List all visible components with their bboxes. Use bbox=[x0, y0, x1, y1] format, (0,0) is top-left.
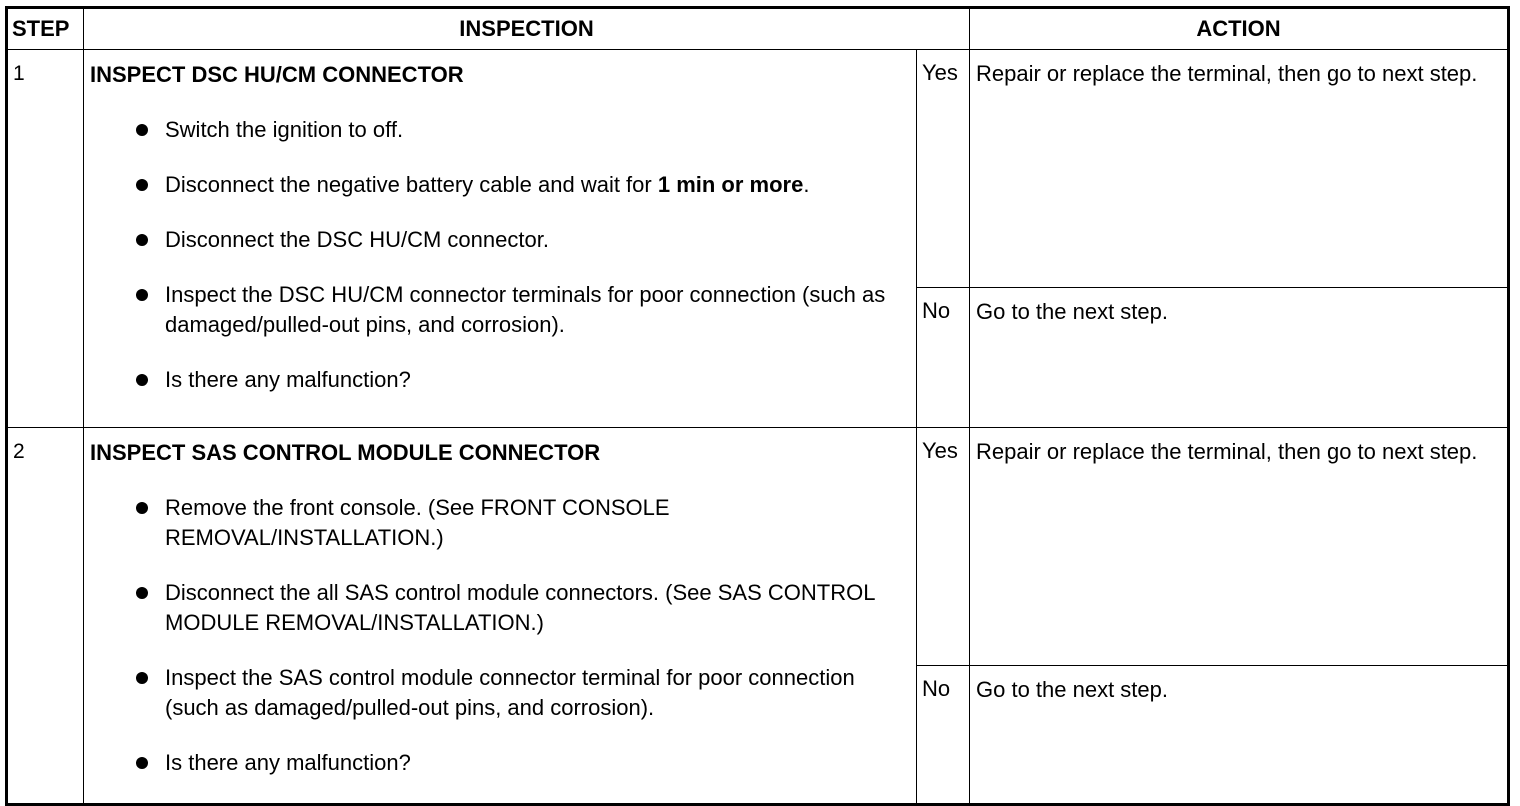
bullet-text: Disconnect the negative battery cable and wait for bbox=[165, 172, 658, 197]
step-2-inspection bbox=[84, 428, 917, 805]
bullet-item bbox=[90, 280, 908, 340]
bullet-item bbox=[90, 170, 908, 200]
bullet-suffix: . bbox=[803, 172, 810, 197]
bullet-bold-text: 1 min or more bbox=[657, 172, 804, 197]
bullet-item bbox=[90, 225, 908, 255]
bullet-icon bbox=[136, 289, 148, 301]
bullet-item bbox=[90, 748, 908, 778]
bullet-text: Is there any malfunction? bbox=[165, 750, 411, 775]
bullet-item bbox=[90, 115, 908, 145]
step-1-bullets bbox=[90, 115, 908, 395]
bullet-item bbox=[90, 663, 908, 723]
yes-action: Repair or replace the terminal, then go to next step. bbox=[970, 50, 1509, 288]
bullet-icon bbox=[136, 179, 148, 191]
bullet-icon bbox=[136, 672, 148, 684]
step-1-row bbox=[7, 50, 1509, 288]
bullet-text: Remove the front console. (See FRONT CONSOLE REMOVAL/INSTALLATION.) bbox=[165, 495, 670, 550]
bullet-item bbox=[90, 493, 908, 553]
no-label: No bbox=[917, 288, 970, 428]
no-action: Go to the next step. bbox=[970, 666, 1509, 805]
bullet-text: Switch the ignition to off. bbox=[165, 117, 404, 142]
bullet-icon bbox=[136, 124, 148, 136]
bullet-icon bbox=[136, 587, 148, 599]
bullet-icon bbox=[136, 374, 148, 386]
bullet-text: Disconnect the all SAS control module connectors. (See SAS CONTROL MODULE REMOVAL/INSTALLATION.) bbox=[165, 580, 875, 635]
yes-action: Repair or replace the terminal, then go to next step. bbox=[970, 428, 1509, 666]
bullet-text: Inspect the DSC HU/CM connector terminals for poor connection (such as damaged/pulled-out pins, and corrosion). bbox=[165, 282, 886, 337]
table-header-row bbox=[7, 8, 1509, 50]
step-2-row bbox=[7, 428, 1509, 666]
yes-label: Yes bbox=[917, 428, 970, 666]
bullet-icon bbox=[136, 757, 148, 769]
bullet-item bbox=[90, 365, 908, 395]
bullet-icon bbox=[136, 234, 148, 246]
yes-label: Yes bbox=[917, 50, 970, 288]
bullet-item bbox=[90, 578, 908, 638]
bullet-text: Disconnect the DSC HU/CM connector. bbox=[165, 227, 549, 252]
step-number: 2 bbox=[7, 428, 84, 805]
step-title: INSPECT SAS CONTROL MODULE CONNECTOR bbox=[90, 440, 601, 465]
step-number: 1 bbox=[7, 50, 84, 428]
no-action: Go to the next step. bbox=[970, 288, 1509, 428]
bullet-text: Is there any malfunction? bbox=[165, 367, 411, 392]
header-step: STEP bbox=[7, 8, 84, 50]
no-label: No bbox=[917, 666, 970, 805]
header-inspection: INSPECTION bbox=[84, 8, 970, 50]
step-1-inspection bbox=[84, 50, 917, 428]
bullet-icon bbox=[136, 502, 148, 514]
header-action: ACTION bbox=[970, 8, 1509, 50]
inspection-procedure-table bbox=[5, 6, 1510, 806]
step-2-bullets bbox=[90, 493, 908, 778]
step-title: INSPECT DSC HU/CM CONNECTOR bbox=[90, 62, 464, 87]
bullet-text: Inspect the SAS control module connector terminal for poor connection (such as damaged/pulled-out pins, and corrosion). bbox=[165, 665, 855, 720]
